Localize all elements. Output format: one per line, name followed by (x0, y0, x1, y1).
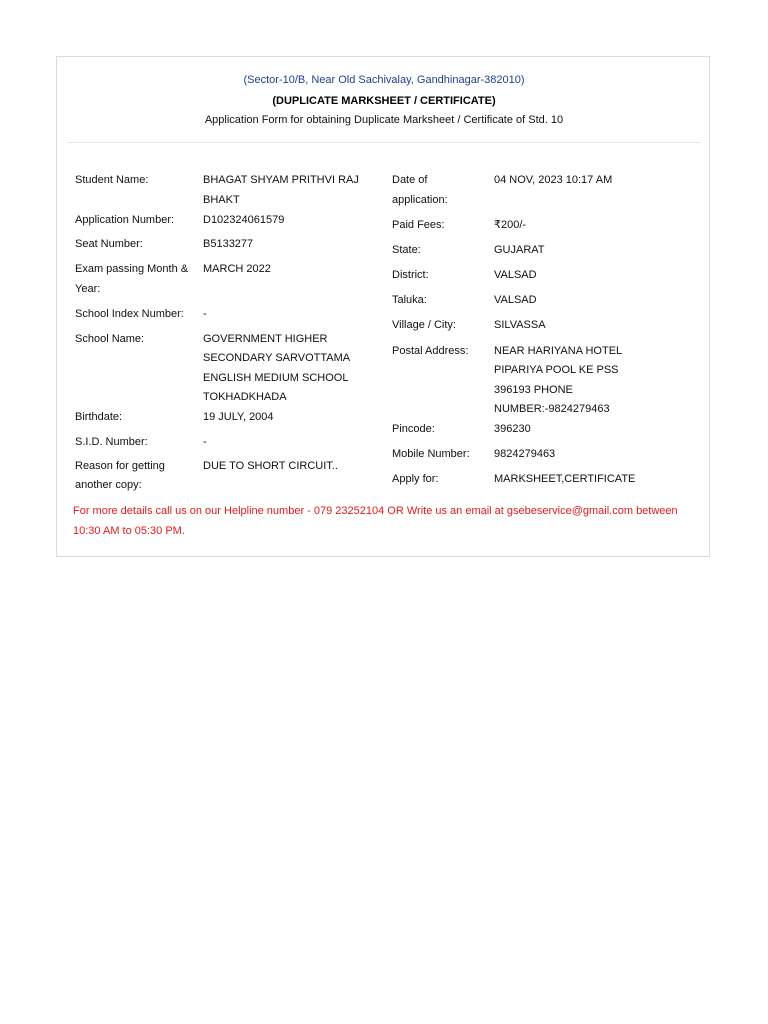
helpline-note: For more details call us on our Helpline number - 079 23252104 OR Write us an email at gsebeservice@gmail.com between 10:30 AM to 05:30 PM. (73, 505, 678, 537)
field-reason (75, 457, 371, 496)
field-label: Reason for getting another copy: (75, 459, 165, 491)
field-label: School Name: (75, 332, 145, 345)
field-label: Pincode: (392, 422, 435, 435)
field-label: S.I.D. Number: (75, 436, 148, 448)
field-paid-fees (392, 216, 692, 236)
field-school-name (75, 330, 371, 408)
field-value: 9824279463 (494, 448, 556, 460)
field-label: Exam passing Month & Year: (75, 263, 189, 295)
field-label: Seat Number: (75, 237, 143, 250)
field-apply-for (392, 470, 692, 490)
field-value: SILVASSA (494, 319, 546, 331)
field-district (392, 266, 692, 286)
field-birthdate (75, 408, 371, 428)
field-label: Student Name: (75, 174, 149, 186)
field-label: Mobile Number: (392, 448, 470, 460)
field-value: DUE TO SHORT CIRCUIT.. (203, 459, 338, 472)
field-value: MARKSHEET,CERTIFICATE (494, 472, 636, 485)
field-value: - (203, 308, 207, 320)
field-village-city (392, 316, 692, 336)
field-value: BHAGAT SHYAM PRITHVI RAJ BHAKT (203, 174, 359, 206)
application-card (56, 56, 710, 557)
form-title: (DUPLICATE MARKSHEET / CERTIFICATE) (272, 95, 496, 107)
field-value: ₹200/- (494, 219, 527, 231)
field-label: Postal Address: (392, 344, 469, 357)
field-mobile-number (392, 445, 692, 465)
field-pincode (392, 420, 692, 440)
field-label: Paid Fees: (392, 219, 445, 231)
field-label: Application Number: (75, 214, 175, 226)
field-value: NEAR HARIYANA HOTEL PIPARIYA POOL KE PSS 396193 PHONE NUMBER:-9824279463 (494, 344, 622, 415)
field-state (392, 241, 692, 261)
field-label: Birthdate: (75, 410, 123, 423)
field-application-number (75, 211, 371, 231)
field-value: 19 JULY, 2004 (203, 410, 274, 423)
field-value: - (203, 436, 207, 448)
field-value: D102324061579 (203, 214, 285, 226)
application-details-column (392, 171, 692, 489)
field-date-of-application (392, 171, 692, 210)
field-label: School Index Number: (75, 308, 184, 320)
field-student-name (75, 171, 371, 210)
field-label: State: (392, 243, 421, 256)
header-divider (67, 142, 701, 143)
field-label: District: (392, 269, 429, 281)
field-value: GOVERNMENT HIGHER SECONDARY SARVOTTAMA ENGLISH MEDIUM SCHOOL TOKHADKHADA (203, 332, 350, 403)
field-value: GUJARAT (494, 243, 545, 256)
field-value: MARCH 2022 (203, 263, 271, 275)
field-label: Village / City: (392, 319, 456, 331)
field-postal-address (392, 342, 692, 420)
field-value: 396230 (494, 422, 531, 435)
field-value: 04 NOV, 2023 10:17 AM (494, 174, 613, 186)
applicant-details-column (75, 171, 371, 496)
field-label: Date of application: (392, 174, 448, 206)
form-subtitle: Application Form for obtaining Duplicate Marksheet / Certificate of Std. 10 (204, 114, 564, 126)
field-sid-number (75, 433, 371, 453)
board-address: (Sector-10/B, Near Old Sachivalay, Gandhinagar-382010) (243, 74, 525, 86)
field-label: Apply for: (392, 472, 439, 485)
field-school-index (75, 305, 371, 325)
field-value: VALSAD (494, 293, 537, 306)
field-exam-passing (75, 260, 371, 299)
field-value: B5133277 (203, 237, 254, 250)
field-seat-number (75, 235, 371, 255)
field-value: VALSAD (494, 269, 537, 281)
field-label: Taluka: (392, 293, 427, 306)
field-taluka (392, 291, 692, 311)
